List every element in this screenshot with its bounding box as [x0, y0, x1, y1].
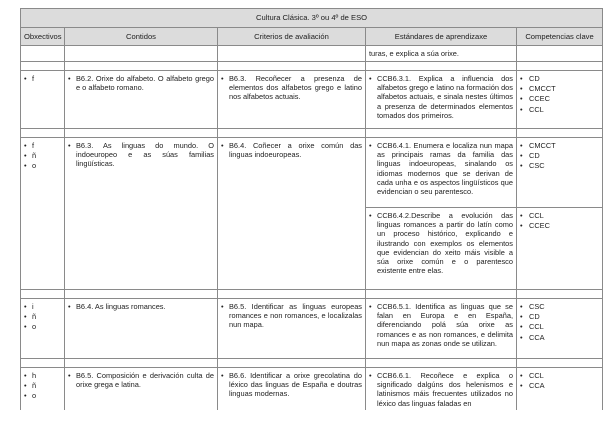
competence-item: • CD: [520, 151, 599, 160]
objectives-cell: [21, 299, 65, 359]
standard-item: • CCB6.4.1. Enumera e localiza nun mapa as principais ramas da familia das linguas indoeuropeas, sinalando os idiomas modernos que se derivan de cada unha e os aspectos lingüísticos que evidencian o seu parentesco.: [369, 141, 513, 196]
objective-item: • i: [24, 302, 61, 311]
curriculum-table: [20, 8, 603, 410]
competence-item: • CCEC: [520, 221, 599, 230]
header-objectives: Obxectivos: [21, 28, 65, 46]
empty-cell: [517, 46, 603, 62]
competence-item: • CCEC: [520, 94, 599, 103]
criterion-cell: [218, 71, 366, 129]
competence-item: • CSC: [520, 302, 599, 311]
competences-cell: [517, 368, 603, 410]
standard-cell: [366, 368, 517, 410]
standard-item: • CCB6.3.1. Explica a influencia dos alfabetos grego e latino na formación dos alfabetos actuais, e sinala nestes últimos a presenza de determinados elementos tomados dos primeiros.: [369, 74, 513, 120]
table-row: [21, 299, 603, 359]
competence-item: • CMCCT: [520, 141, 599, 150]
objectives-cell: [21, 138, 65, 290]
objectives-cell: [21, 368, 65, 410]
standard-continued: turas, e explica a súa orixe.: [366, 46, 517, 62]
table-row: [21, 46, 603, 62]
competences-cell: [517, 299, 603, 359]
objective-item: • f: [24, 141, 61, 150]
competence-item: • CCL: [520, 322, 599, 331]
standard-cell: [366, 208, 517, 290]
competence-item: • CCL: [520, 371, 599, 380]
competence-item: • CMCCT: [520, 84, 599, 93]
objective-item: • f: [24, 74, 61, 83]
standard-item: • CCB6.4.2.Describe a evolución das linguas romances a partir do latín como un proceso histórico, explicando e ilustrando con exemplos os elementos que evidencian do xeito máis visible a súa orixe común e o parentesco existente entre elas.: [369, 211, 513, 275]
standard-cell: [366, 299, 517, 359]
objective-item: • ñ: [24, 312, 61, 321]
criterion-item: • B6.5. Identificar as linguas europeas romances e non romances, e localizalas nun mapa.: [221, 302, 362, 330]
empty-cell: [218, 46, 366, 62]
objective-item: • h: [24, 371, 61, 380]
content-cell: [65, 299, 218, 359]
content-item: • B6.4. As linguas romances.: [68, 302, 214, 311]
criterion-cell: [218, 368, 366, 410]
header-content: Contidos: [65, 28, 218, 46]
header-standards: Estándares de aprendizaxe: [366, 28, 517, 46]
competence-item: • CCL: [520, 211, 599, 220]
header-competences: Competencias clave: [517, 28, 603, 46]
competence-item: • CSC: [520, 161, 599, 170]
competence-item: • CD: [520, 312, 599, 321]
empty-cell: [21, 46, 65, 62]
competence-item: • CD: [520, 74, 599, 83]
standard-item: • CCB6.6.1. Recoñece e explica o significado dalgúns dos helenismos e latinismos máis frecuentes utilizados no léxico das linguas faladas en: [369, 371, 513, 408]
objective-item: • ñ: [24, 151, 61, 160]
content-cell: [65, 138, 218, 290]
criterion-cell: [218, 138, 366, 290]
objective-item: • ñ: [24, 381, 61, 390]
criterion-item: • B6.6. Identificar a orixe grecolatina do léxico das linguas de España e doutras linguas modernas.: [221, 371, 362, 399]
table-row: [21, 138, 603, 208]
objectives-cell: [21, 71, 65, 129]
competence-item: • CCL: [520, 105, 599, 114]
empty-cell: [65, 46, 218, 62]
content-cell: [65, 71, 218, 129]
content-cell: [65, 368, 218, 410]
content-item: • B6.5. Composición e derivación culta de orixe grega e latina.: [68, 371, 214, 389]
criterion-item: • B6.3. Recoñecer a presenza de elementos dos alfabetos grego e latino nos alfabetos actuais.: [221, 74, 362, 102]
objective-item: • o: [24, 391, 61, 400]
competences-cell: [517, 138, 603, 208]
table-title: Cultura Clásica. 3º ou 4º de ESO: [21, 9, 603, 28]
standard-item: • CCB6.5.1. Identifica as linguas que se falan en Europa e en España, diferenciando polá súa orixe as romances e as non romances, e delimita nun mapa as zonas onde se utilizan.: [369, 302, 513, 348]
standard-cell: [366, 71, 517, 129]
competence-item: • CCA: [520, 381, 599, 390]
standard-cell: [366, 138, 517, 208]
table-row: [21, 71, 603, 129]
competences-cell: [517, 208, 603, 290]
objective-item: • o: [24, 322, 61, 331]
competence-item: • CCA: [520, 333, 599, 342]
table-row: [21, 368, 603, 410]
competences-cell: [517, 71, 603, 129]
criterion-item: • B6.4. Coñecer a orixe común das linguas indoeuropeas.: [221, 141, 362, 159]
criterion-cell: [218, 299, 366, 359]
content-item: • B6.3. As linguas do mundo. O indoeuropeo e as súas familias lingüísticas.: [68, 141, 214, 169]
content-item: • B6.2. Orixe do alfabeto. O alfabeto grego e o alfabeto romano.: [68, 74, 214, 92]
header-criteria: Criterios de avaliación: [218, 28, 366, 46]
objective-item: • o: [24, 161, 61, 170]
